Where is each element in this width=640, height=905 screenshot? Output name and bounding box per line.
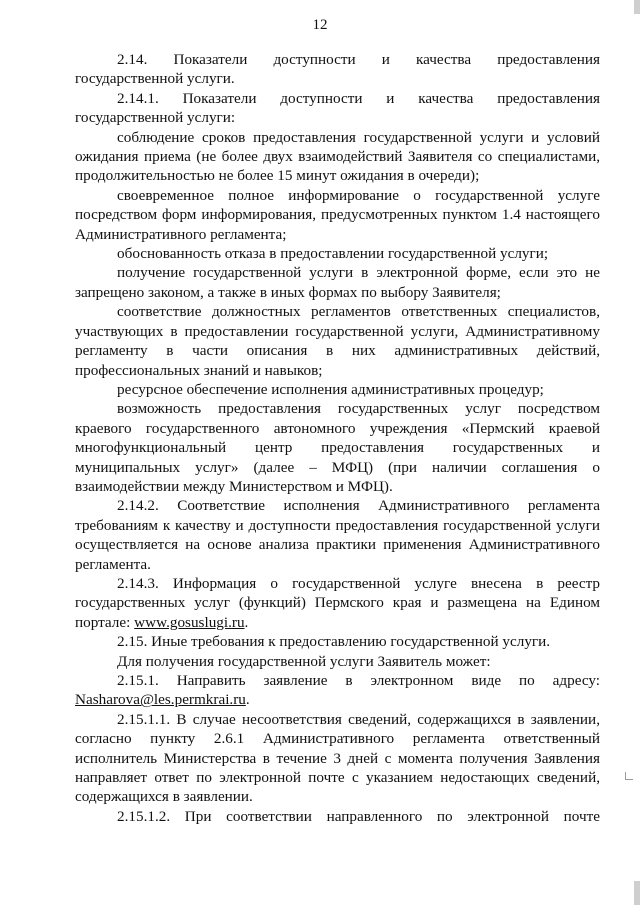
list-item-mfc: возможность предоставления государственных услуг посредством краевого государственного автономного учреждения «Пермский краевой многофункциональный центр предоставления государственных и муниципальных услуг» (далее – МФЦ) (при наличии соглашения о взаимодействии между Министерством и МФЦ). bbox=[75, 400, 600, 495]
paragraph-2-15-1-text: 2.15.1. Направить заявление в электронном виде по адресу: bbox=[117, 672, 600, 689]
page-number: 12 bbox=[312, 17, 328, 33]
scan-edge-mark bbox=[634, 0, 640, 14]
list-item-job-regulations: соответствие должностных регламентов ответственных специалистов, участвующих в предоставлении государственной услуги, Административному регламенту в части описания в них административных действий, профессиональных знаний и навыков; bbox=[75, 303, 600, 379]
paragraph-2-14-1: 2.14.1. Показатели доступности и качества предоставления государственной услуги: bbox=[75, 89, 600, 127]
paragraph-2-14-3-text: 2.14.3. Информация о государственной услуге внесена в реестр государственных услуг (функций) Пермского края и размещена на Едином портале: bbox=[75, 574, 600, 631]
paragraph-2-14: 2.14. Показатели доступности и качества предоставления государственной услуги. bbox=[75, 51, 600, 88]
list-item-informing: своевременное полное информирование о государственной услуге посредством форм информирования, предусмотренных пунктом 1.4 настоящего Административного регламента; bbox=[75, 186, 600, 243]
paragraph-2-14-3 bbox=[75, 574, 600, 632]
scan-edge-mark-bottom bbox=[634, 881, 640, 905]
paragraph-2-15-1-1: 2.15.1.1. В случае несоответствия сведений, содержащихся в заявлении, согласно пункту 2.6.1 Административного регламента ответственный исполнитель Министерства в течение 3 дней с момента получения Заявления направляет ответ по электронной почте с указанием недостающих сведений, содержащихся в заявлении. bbox=[75, 710, 600, 806]
list-item-electronic-form: получение государственной услуги в электронной форме, если это не запрещено законом, а также в иных формах по выбору Заявителя; bbox=[75, 264, 600, 301]
paragraph-2-15-1-2: 2.15.1.2. При соответствии направленного по электронной почте bbox=[117, 807, 600, 825]
paragraph-2-14-3-end: . bbox=[244, 613, 249, 631]
email-link[interactable]: Nasharova@les.permkrai.ru bbox=[75, 691, 246, 709]
list-item-deadlines: соблюдение сроков предоставления государственной услуги и условий ожидания приема (не более двух взаимодействий Заявителя со специалистами, продолжительностью не более 15 минут ожидания в очереди); bbox=[75, 128, 600, 185]
document-body bbox=[75, 50, 600, 826]
paragraph-2-15-1-end: . bbox=[245, 691, 250, 709]
paragraph-2-15: 2.15. Иные требования к предоставлению государственной услуги. bbox=[117, 633, 551, 651]
paragraph-applicant-may: Для получения государственной услуги Заявитель может: bbox=[117, 652, 491, 670]
paragraph-2-14-2: 2.14.2. Соответствие исполнения Административного регламента требованиям к качеству и доступности предоставления государственной услуги осуществляется на основе анализа практики применения Административного регламента. bbox=[75, 497, 600, 573]
scan-corner-mark bbox=[625, 772, 633, 780]
paragraph-2-15-1 bbox=[75, 671, 600, 710]
list-item-resources: ресурсное обеспечение исполнения административных процедур; bbox=[117, 380, 544, 398]
gosuslugi-link[interactable]: www.gosuslugi.ru bbox=[134, 613, 245, 631]
list-item-refusal: обоснованность отказа в предоставлении государственной услуги; bbox=[117, 245, 549, 263]
